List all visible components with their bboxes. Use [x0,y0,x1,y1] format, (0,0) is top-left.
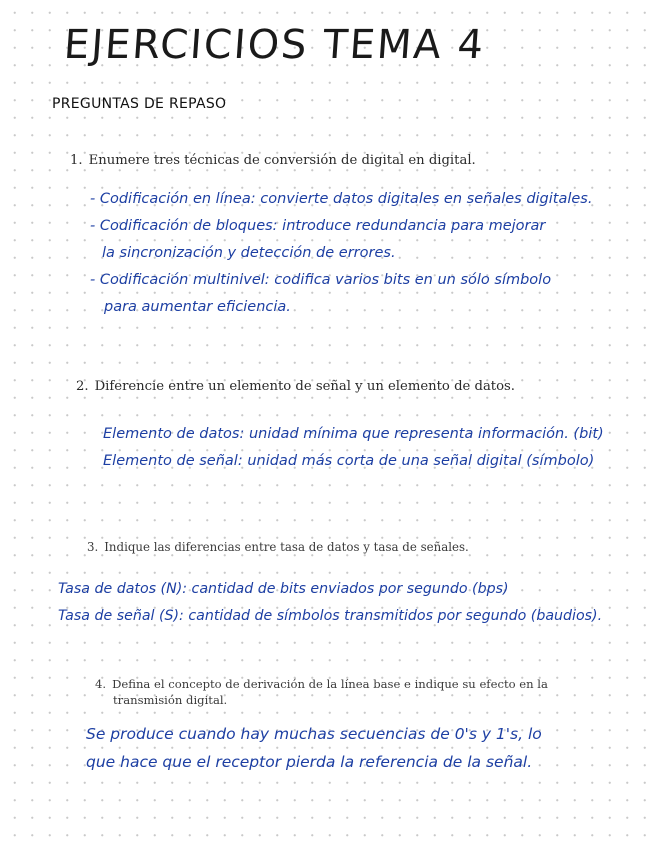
question-1 [70,153,476,168]
answer-line: para aumentar eficiencia. [104,299,291,315]
answer-line: Tasa de datos (N): cantidad de bits enviados por segundo (bps) [58,581,509,597]
answer-line: - Codificación en línea: convierte datos digitales en señales digitales. [90,191,593,207]
answer-1 [90,186,592,321]
answer-line: Elemento de datos: unidad mínima que representa información. (bit) [103,426,604,442]
question-2 [76,379,515,394]
answer-line: que hace que el receptor pierda la referencia de la señal. [86,753,533,771]
answer-line: la sincronización y detección de errores. [102,245,396,261]
answer-2 [103,421,604,475]
question-text: Indique las diferencias entre tasa de datos y tasa de señales. [104,540,469,554]
question-text: Enumere tres técnicas de conversión de digital en digital. [88,153,476,168]
answer-line: Elemento de señal: unidad más corta de una señal digital (símbolo) [103,453,595,469]
question-3 [87,540,469,554]
question-number: 1. [70,153,83,168]
answer-4 [86,720,542,776]
section-heading: PREGUNTAS DE REPASO [52,96,227,112]
question-text-continuation: transmisión digital. [113,693,228,707]
question-number: 3. [87,540,99,554]
answer-line: Se produce cuando hay muchas secuencias de 0's y 1's, lo [86,725,542,743]
page-title: EJERCICIOS TEMA 4 [62,22,487,68]
question-text: Diferencie entre un elemento de señal y un elemento de datos. [94,379,516,394]
question-number: 2. [76,379,89,394]
answer-3 [58,576,602,630]
question-4 [95,676,548,708]
question-text: Defina el concepto de derivación de la línea base e indique su efecto en la [112,677,548,691]
answer-line: - Codificación multinivel: codifica varios bits en un sólo símbolo [90,272,552,288]
answer-line: - Codificación de bloques: introduce redundancia para mejorar [90,218,546,234]
question-number: 4. [95,677,107,691]
answer-line: Tasa de señal (S): cantidad de símbolos transmitidos por segundo (baudios). [58,608,603,624]
